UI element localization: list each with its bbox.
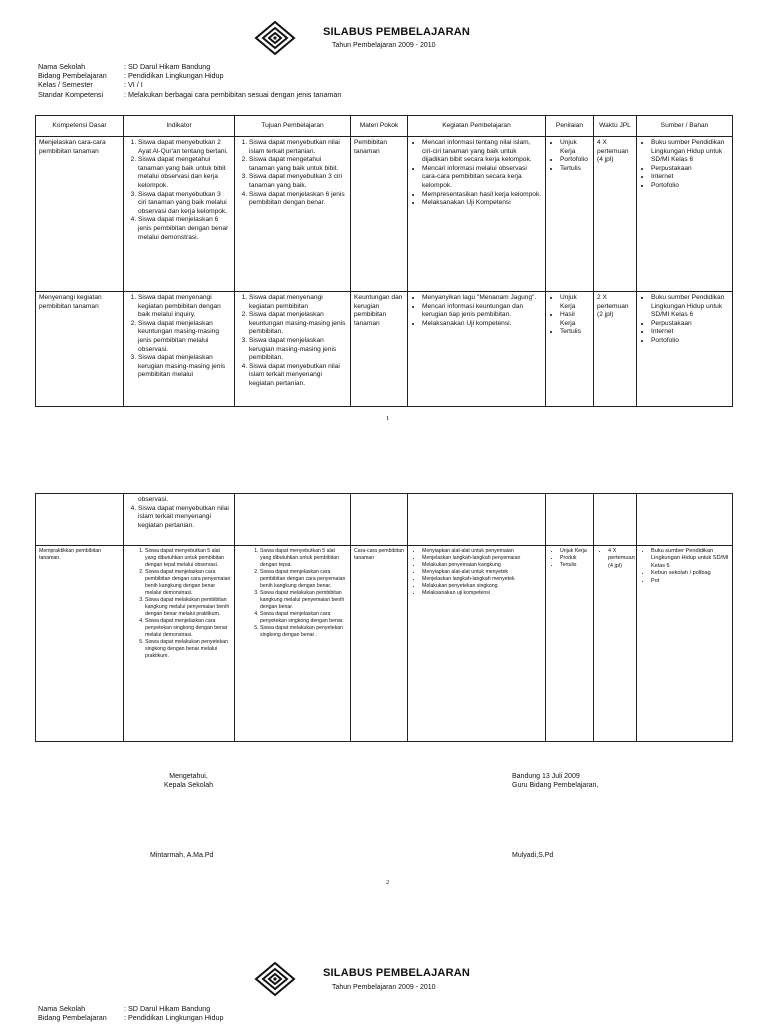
page-number: 1 [386,415,390,422]
info-label: Nama Sekolah [38,62,86,71]
list-item: 3. Siswa dapat menjelaskan kerugian masing-masing jenis pembibitan. [249,337,347,363]
penilaian-cell [546,137,594,292]
list-item: • Portofolio [651,337,729,346]
list-item: 2. Siswa dapat menjelaskan cara pembibitan dengan cara penyemaian benih kangkung dengan benar. [260,569,347,590]
waktu-cell [594,546,637,742]
waktu-cell: 2 X pertemuan (2 jpl) [594,292,637,407]
table-row [36,292,733,407]
list-item: • Melaksanakan Uji Kompetensi [422,199,542,208]
school-logo-icon [254,20,296,56]
sumber-cell [637,137,733,292]
list-item: • Mempresentasikan hasil kerja kelompok. [422,191,542,200]
list-item: 5. Siswa dapat melakukan penyetekan singkong dengan benar melalui praktikum. [145,639,231,660]
col-header: Indikator [124,116,235,137]
list-item: • Melakukan penyemaian kangkung [422,562,542,569]
materi-cell: Pembibitan tanaman [351,137,408,292]
indikator-cell [124,494,235,546]
kd-cell: Menyenangi kegiatan pembibitan tanaman [36,292,124,407]
list-item: 3. Siswa dapat menyebutkan 3 ciri tanaman yang baik melalui observasi dan kerja kelompok. [138,191,231,217]
page-subtitle: Tahun Pembelajaran 2009 - 2010 [332,984,436,991]
list-item: • Buku sumber Pendidikan Lingkungan Hidup untuk SD/MI Kelas 6 [651,548,729,570]
list-item: • Melakukan penyetekan singkong. [422,583,542,590]
col-header: Kompetensi Dasar [36,116,124,137]
signature-left-line1: Mengetahui, [169,773,208,780]
info-label: Nama Sekolah [38,1004,86,1013]
list-item: 5. Siswa dapat melakukan penyetekan singkong dengan benar . [260,625,347,639]
kd-cell: Menjelaskan cara-cara pembibitan tanaman [36,137,124,292]
list-item: 4. Siswa dapat menjelaskan cara penyetekan singkong dengan benar melalui demonstrasi. [145,618,231,639]
list-item: • Pot [651,578,729,585]
table-row [36,494,733,546]
kegiatan-cell [408,546,546,742]
page-title: SILABUS PEMBELAJARAN [323,26,471,38]
list-item: 4. Siswa dapat menjelaskan cara penyetekan singkong dengan benar. [260,611,347,625]
info-value: : SD Darul Hikam Bandung [124,62,211,71]
signature-right-name: Mulyadi,S.Pd [512,852,554,859]
indikator-cell [124,137,235,292]
list-item: 2. Siswa dapat menjelaskan cara pembibitan dengan cara penyemaian benih kangkung dengan benar melalui demonstrasi. [145,569,231,597]
list-item: • Menyiapkan alat-alat untuk menyetek [422,569,542,576]
list-item: • Melaksanakan uji kompetensi [422,590,542,597]
list-item: 2. Siswa dapat mengetahui tanaman yang baik untuk bibit melalui observasi dan kerja kelompok. [138,156,231,190]
list-item: 2. Siswa dapat menjelaskan keuntungan masing-masing jenis pembibitan. [249,311,347,337]
list-item: • Internet [651,173,729,182]
list-item: • Melaksanakan Uji kompetensi. [422,320,542,329]
tujuan-cell [235,292,351,407]
list-item: • Perpustakaan [651,320,729,329]
penilaian-cell [546,292,594,407]
syllabus-table-continued [35,493,733,742]
kegiatan-cell [408,292,546,407]
list-item: • Unjuk Kerja [560,139,590,156]
list-item: 4. Siswa dapat menjelaskan 6 jenis pembibitan dengan benar melalui demonstrasi. [138,216,231,242]
sumber-cell [637,546,733,742]
list-item: • Mencari informasi tentang nilai islam, ciri-ciri tanaman yang baik untuk dijadikan bibit secara kerja kelompok. [422,139,542,165]
sumber-cell [637,292,733,407]
list-item: 1. Siswa dapat menyenangi kegiatan pembibitan dengan baik melalui inquiry. [138,294,231,320]
list-item: 4. Siswa dapat menyebutkan nilai islam terkait menyenangi kegiatan pertanian. [138,505,231,531]
list-item: • Unjuk Kerja [560,548,590,555]
col-header: Materi Pokok [351,116,408,137]
school-logo-icon [254,961,296,997]
list-item: • Menyiapkan alat-alat untuk penyemaian [422,548,542,555]
indikator-cell [124,292,235,407]
list-item: • Kebun sekolah / polibag [651,570,729,577]
signature-right-line1: Bandung 13 Juli 2009 [512,773,580,780]
list-item: • Buku sumber Pendidikan Lingkungan Hidup untuk SD/MI Kelas 6 [651,294,729,320]
list-item: 2. Siswa dapat menjelaskan keuntungan masing-masing jenis pembibitan melalui observasi. [138,320,231,354]
list-item: • Menjelaskan langkah-langkah penyemaian [422,555,542,562]
list-item: • Tertulis [560,165,590,174]
indikator-cell [124,546,235,742]
info-value: : Melakukan berbagai cara pembibitan sesuai dengan jenis tanaman [124,89,342,99]
signature-left [164,772,213,790]
list-item: 1. Siswa dapat menyebutkan 5 alat yang dibutuhkan untuk pembibitan dengan tepat. [260,548,347,569]
list-item: 1. Siswa dapat menyebutkan 2 Ayat Al-Qur'an tentang bertani. [138,139,231,156]
signature-right [512,772,598,790]
table-row [36,546,733,742]
list-item: 3. Siswa dapat melakukan pembibitan kangkung melalui penyemaian benih dengan benar. [260,590,347,611]
list-item: 2. Siswa dapat mengetahui tanaman yang baik untuk bibit. [249,156,347,173]
list-item: • Portofolio [651,182,729,191]
kegiatan-cell [408,137,546,292]
syllabus-table [35,115,733,407]
list-item: • Internet [651,328,729,337]
tujuan-cell [235,546,351,742]
list-item: • Menyanyikan lagu "Menanam Jagung". [422,294,542,303]
materi-cell: Keuntungan dan kerugian pembibitan tanaman [351,292,408,407]
list-item: • Perpustakaan [651,165,729,174]
page-subtitle: Tahun Pembelajaran 2009 - 2010 [332,42,436,49]
signature-left-name: Mintarmah, A.Ma.Pd [150,852,214,859]
kd-cell: Mempraktikkan pembibitan tanaman. [36,546,124,742]
list-item: 3. Siswa dapat menyebutkan 3 ciri tanaman yang baik. [249,173,347,190]
list-item: • Portofolio [560,156,590,165]
school-info [38,62,341,99]
list-item: • Unjuk Kerja [560,294,590,311]
col-header: Waktu JPL [594,116,637,137]
materi-cell: Cara-cara pembibitan tanaman [351,546,408,742]
school-info [38,1004,224,1022]
list-item: • Buku sumber Pendidikan Lingkungan Hidup untuk SD/MI Kelas 6 [651,139,729,165]
list-item: 1. Siswa dapat menyebutkan nilai islam terkait pertanian. [249,139,347,156]
list-item: • Hasil Kerja [560,311,590,328]
list-item: 1. Siswa dapat menyebutkan 5 alat yang dibutuhkan untuk pembibitan dengan tepat melalui observasi. [145,548,231,569]
list-item: 3. Siswa dapat melakukan pembibitan kangkung melalui penyemaian benih dengan benar melalui praktikum. [145,597,231,618]
list-item: 3. Siswa dapat menjelaskan kerugian masing-masing jenis pembibitan melalui [138,354,231,380]
info-label: Bidang Pembelajaran [38,1013,107,1023]
info-label: Bidang Pembelajaran [38,71,107,81]
page-number: 2 [386,879,390,886]
continued-text: observasi. [138,496,169,503]
col-header: Penilaian [546,116,594,137]
list-item: 1. Siswa dapat menyenangi kegiatan pembibitan [249,294,347,311]
info-label: Kelas / Semester [38,80,93,90]
list-item: 4. Siswa dapat menyebutkan nilai islam terkait menyenangi kegiatan pertanian. [249,363,347,389]
tujuan-cell [235,137,351,292]
list-item: • Menjelaskan langkah-langkah menyetek [422,576,542,583]
list-item: • Produk [560,555,590,562]
list-item: • Tertulis [560,328,590,337]
waktu-cell: 4 X pertemuan (4 jpl) [594,137,637,292]
list-item: 4. Siswa dapat menjelaskan 6 jenis pembibitan dengan benar. [249,191,347,208]
signature-left-line2: Kepala Sekolah [164,782,214,789]
table-row [36,137,733,292]
col-header: Tujuan Pembelajaran [235,116,351,137]
list-item: • Mencari informasi keuntungan dan kerugian tiap jenis pembibitan. [422,303,542,320]
info-label: Standar Kompetensi [38,89,104,99]
signature-right-line2: Guru Bidang Pembelajaran, [512,782,599,789]
list-item: • 4 X pertemuan (4 jpl) [608,548,633,570]
list-item: • Tertulis [560,562,590,569]
col-header: Sumber / Bahan [637,116,733,137]
info-value: : VI / I [124,80,143,90]
list-item: • Mencari informasi melalui observasi cara-cara pembibitan secara kerja kelompok. [422,165,542,191]
info-value: : Pendidikan Lingkungan Hidup [124,71,224,81]
penilaian-cell [546,546,594,742]
info-value: : Pendidikan Lingkungan Hidup [124,1013,224,1023]
info-value: : SD Darul Hikam Bandung [124,1004,211,1013]
col-header: Kegiatan Pembelajaran [408,116,546,137]
page-title: SILABUS PEMBELAJARAN [323,967,471,979]
